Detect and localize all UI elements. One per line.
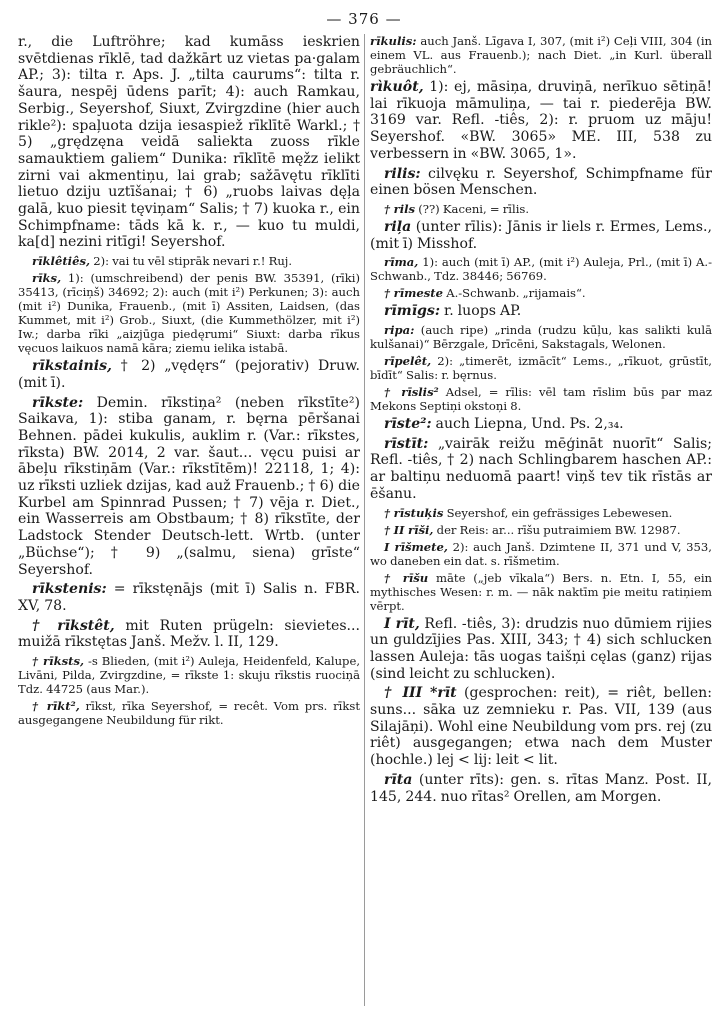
entry-text: r., die Luftröhre; kad kumāss ieskrien svētdienas rīklē, tad dažkārt uz vietas pa·galam AP.; 3): tilta r. Aps. J. „tilta caurums“: tilta r. šaura, nespēj ūdens parīt; 4): auch Ramkau, Serbig., Seyershof, Siuxt, Zvirgzdine (hier auch rikle²): spaļuota dzija iesaspiež rīklītē Warkl.; † 5) „grędzęna veidā saliekta zuoss rīkle samauktiem galiem“ Dunika: rīklītē męžz ielikt zirni vai akmentiņu, lai grab; sažāvętu rīklīti lietuo dziju uztīšanai; † 6) „ruobs laivas dęļa galā, kuo piesit tęviņam“ Salis; † 7) kuoka r., ein Schimpfname: tāds kā k. r., — kuo tu muldi, ka[d] nezini ritīgi! Seyershof. xyxy=(18,34,360,251)
entry-text: 1): (umschreibend) der penis BW. 35391, (rīki) 35413, (rīciņš) 34692; 2): auch (mit i²) Perkunen; 3): auch (mit i²) Dunika, Frauenb., (mit ī) Assiten, Laidsen, (das Kummet, mit i²) Grob., Siuxt, (die Kummethölzer, mit i²) Iw.; darba rīki „aizjūga piedęrumi“ Siuxt: darba rīkus vęcuos laikuos namā kāra; ziemu ielika istabā. xyxy=(18,271,360,356)
dictionary-entry xyxy=(18,34,360,251)
entry-headword: ripa: xyxy=(384,323,415,338)
entry-headword: rīklêtiês, xyxy=(32,254,91,269)
dictionary-entry xyxy=(370,354,712,382)
dictionary-entry xyxy=(370,540,712,568)
dictionary-entry xyxy=(370,436,712,503)
entry-text: māte („jeb vīkala“) Bers. n. Etn. I, 55, ein mythisches Wesen: r. m. — nāk naktīm pie meitu ratiņiem vērpt. xyxy=(370,570,712,613)
entry-headword: † rīmeste xyxy=(384,286,444,301)
entry-headword: rilis: xyxy=(384,165,421,182)
entry-text: 2): „timerēt, izmācīt“ Lems., „rīkuot, grūstīt, bīdīt“ Salis: r. bęrnus. xyxy=(370,354,712,383)
entry-text: r. luops AP. xyxy=(440,303,522,320)
dictionary-entry xyxy=(18,581,360,614)
dictionary-entry xyxy=(370,166,712,199)
entry-text: 1): ej, māsiņa, druviņā, nerīkuo sētiņā! lai rīkuoja māmuliņa, — tai r. piederēja BW. 3169 var. Refl. -tiês, 2): r. pruom uz māju! Seyershof. «BW. 3065» ME. III, 538 zu verbessern in «BW. 3065, 1». xyxy=(370,79,712,162)
dictionary-entry xyxy=(370,506,712,520)
dictionary-entry xyxy=(370,34,712,76)
entry-headword: rīstīt: xyxy=(384,435,429,452)
entry-headword: † rils xyxy=(384,201,416,216)
dictionary-entry xyxy=(370,79,712,163)
entry-text: (??) Kaceni, = rīlis. xyxy=(415,201,530,216)
dictionary-entry xyxy=(370,219,712,252)
dictionary-entry xyxy=(370,255,712,283)
entry-text: -s Blieden, (mit i²) Auleja, Heidenfeld, Kalupe, Livāni, Pilda, Zvirgzdine, = rīkste 1: skuju rīkstis ruociņā Tdz. 44725 (aus Mar.). xyxy=(18,654,360,697)
entry-headword: rīkstainis, xyxy=(32,358,112,375)
dictionary-entry xyxy=(370,685,712,769)
entry-text: Refl. -tiês, 3): drudzis nuo dūmiem rijies un guldzījies Pas. XIII, 343; † 4) sich schlucken lassen Auleja: tās uogas taišņi cęlas (ganz) rijas (sind leicht zu schlucken). xyxy=(370,615,712,682)
entry-headword: † III *rīt xyxy=(384,685,457,702)
entry-text: „vairāk reižu mēģināt nuorīt“ Salis; Refl. -tiês, † 2) nach Schlingbarem haschen AP.: ar baltiņu neduomā paart! viņš tev tik rīstās ar ēšanu. xyxy=(370,435,712,502)
entry-headword: rìkuôt, xyxy=(370,79,424,95)
dictionary-entry xyxy=(370,286,712,300)
entry-text: der Reis: ar... rīšu putraimiem BW. 12987. xyxy=(433,522,681,537)
entry-text: 2): vai tu vēl stiprāk nevari r.! Ruj. xyxy=(90,254,293,269)
dictionary-entry xyxy=(18,358,360,391)
entry-text: (auch ripe) „rinda (rudzu kūļu, kas salikti kulā kulšanai)“ Bērzgale, Drīcēni, Sakstagals, Welonen. xyxy=(370,323,712,352)
entry-headword: I rīšmete, xyxy=(384,539,448,554)
entry-text: = rīkstęnājs (mit ī) Salis n. FBR. XV, 78. xyxy=(18,581,360,614)
entry-text: (unter rīlis): Jānis ir liels r. Ermes, Lems., (mit ī) Misshof. xyxy=(370,218,712,252)
dictionary-entry xyxy=(18,654,360,696)
dictionary-entry xyxy=(370,303,712,320)
entry-headword: † rīksts, xyxy=(32,654,85,669)
entry-text: auch Janš. Līgava I, 307, (mit i²) Ceļi VIII, 304 (in einem VL. aus Frauenb.); nach Diet. „in Kurl. überall gebräuchlich“. xyxy=(370,34,712,76)
right-column xyxy=(370,34,712,1010)
dictionary-entry xyxy=(18,699,360,727)
entry-headword: rīpelêt, xyxy=(384,354,432,369)
dictionary-entry xyxy=(370,416,712,433)
dictionary-entry xyxy=(370,523,712,537)
entry-text: Demin. rīkstiņa² (neben rīkstīte²) Saikava, 1): stiba ganam, r. bęrna pēršanai Behnen. pādei kukulis, auklim r. (Var.: rīkstes, rīksta) BW. 2014, 2 var. šaut... vęcu puisi ar ābeļu rīkstiņām (Var.: rīkstītēm)! 22118, 1; 4): uz rīksti uzliek dzijas, kad auž Frauenb.; † 6) die Kurbel am Spinnrad Pussen; † 7) vēja r. Diet., ein Wasserreis am Obstbaum; † 8) rīkstīte, der Ladstock Stender Deutsch-lett. Wrtb. (unter „Büchse“); † 9) „(salmu, siena) grīste“ Seyershof. xyxy=(18,394,360,578)
entry-headword: rīkstenis: xyxy=(32,581,107,598)
entry-text: (unter rīts): gen. s. rītas Manz. Post. II, 145, 244. nuo rītas² Orellen, am Morgen. xyxy=(370,771,712,805)
dictionary-entry xyxy=(18,395,360,579)
column-divider xyxy=(364,34,365,1006)
entry-text: A.-Schwanb. „rijamais“. xyxy=(443,286,586,301)
entry-headword: rīkste: xyxy=(32,394,84,411)
entry-text: cilvęku r. Seyershof, Schimpfname für einen bösen Menschen. xyxy=(370,165,712,199)
dictionary-entry xyxy=(18,271,360,355)
entry-headword: rīmīgs: xyxy=(384,303,441,320)
entry-headword: † II rīši, xyxy=(384,522,434,537)
page-number: — 376 — xyxy=(326,10,402,28)
entry-text: mit Ruten prügeln: sievietes... muižā rīkstętas Janš. Mežv. l. II, 129. xyxy=(18,617,360,651)
entry-headword: † rīkt², xyxy=(32,699,80,714)
entry-text: † 2) „vędęrs“ (pejorativ) Druw. (mit ī). xyxy=(18,358,360,391)
entry-headword: † rīšu xyxy=(384,570,429,585)
entry-headword: riļa xyxy=(384,218,412,235)
entry-headword: † rīstuķis xyxy=(384,505,444,520)
entry-headword: rīkulis: xyxy=(370,34,417,48)
entry-text: auch Liepna, Und. Ps. 2,₃₄. xyxy=(431,416,624,433)
dictionary-entry xyxy=(370,616,712,683)
entry-text: Adsel, = rīlis: vēl tam rīslim būs par maz Mekons Septiņi okstoņi 8. xyxy=(370,385,712,414)
dictionary-entry xyxy=(370,772,712,805)
entry-headword: I rīt, xyxy=(384,615,420,632)
dictionary-entry xyxy=(18,618,360,651)
dictionary-entry xyxy=(370,202,712,216)
entry-text: 1): auch (mit ī) AP., (mit i²) Auleja, Prl., (mit ī) A.-Schwanb., Tdz. 38446; 56769. xyxy=(370,255,712,284)
entry-headword: rīta xyxy=(384,771,413,788)
dictionary-entry xyxy=(370,323,712,351)
left-column xyxy=(18,34,360,1010)
entry-text: 2): auch Janš. Dzimtene II, 371 und V, 353, wo daneben ein dat. s. rīšmetim. xyxy=(370,539,712,568)
entry-text: rīkst, rīka Seyershof, = recêt. Vom prs. rīkst ausgegangene Neubildung für rikt. xyxy=(18,699,360,728)
entry-headword: rīste²: xyxy=(384,416,432,433)
dictionary-entry xyxy=(370,571,712,613)
dictionary-entry xyxy=(18,254,360,268)
entry-text: Seyershof, ein gefrässiges Lebewesen. xyxy=(443,505,673,520)
entry-headword: rīks, xyxy=(32,271,62,286)
entry-headword: † rīslis² xyxy=(384,385,439,400)
entry-headword: rīma, xyxy=(384,255,419,270)
entry-headword: † rīkstêt, xyxy=(32,617,115,634)
dictionary-entry xyxy=(370,385,712,413)
entry-text: (gesprochen: reit), = riêt, bellen: suns... sāka uz zemnieku r. Pas. VII, 139 (aus Silajāņi). Wohl eine Neubildung vom prs. rej (zu riêt) ausgegangen; etwa nach dem Muster (hochle.) lej < lij: leit < lit. xyxy=(370,685,712,769)
